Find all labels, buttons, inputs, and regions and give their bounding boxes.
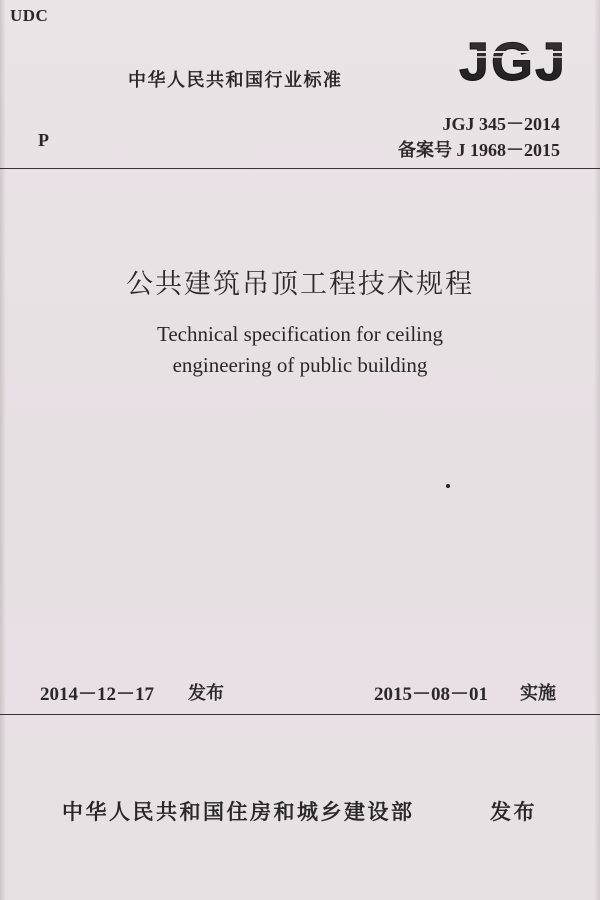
top-divider bbox=[0, 168, 600, 169]
record-number: 备案号 J 1968－2015 bbox=[398, 140, 560, 160]
implement-date: 2015－08－01 bbox=[374, 684, 489, 705]
title-chinese: 公共建筑吊顶工程技术规程 bbox=[126, 269, 474, 300]
jgj-logo-text: JGJ bbox=[458, 32, 568, 90]
jgj-logo-icon bbox=[458, 30, 568, 90]
publish-label: 发布 bbox=[490, 800, 537, 824]
standard-number: JGJ 345－2014 bbox=[442, 114, 560, 134]
print-speck bbox=[446, 484, 450, 488]
spine-shadow bbox=[0, 0, 6, 900]
implement-label: 实施 bbox=[520, 683, 556, 704]
title-english-line2: engineering of public building bbox=[172, 353, 428, 377]
edge-shadow bbox=[594, 0, 600, 900]
classification-code: P bbox=[38, 130, 49, 150]
bottom-divider bbox=[0, 714, 600, 715]
udc-label: UDC bbox=[10, 6, 49, 25]
publisher-name: 中华人民共和国住房和城乡建设部 bbox=[62, 800, 415, 824]
issue-date: 2014－12－17 bbox=[40, 684, 155, 705]
standard-category: 中华人民共和国行业标准 bbox=[128, 70, 343, 91]
title-english-line1: Technical specification for ceiling bbox=[157, 322, 443, 346]
issue-label: 发布 bbox=[188, 683, 224, 704]
